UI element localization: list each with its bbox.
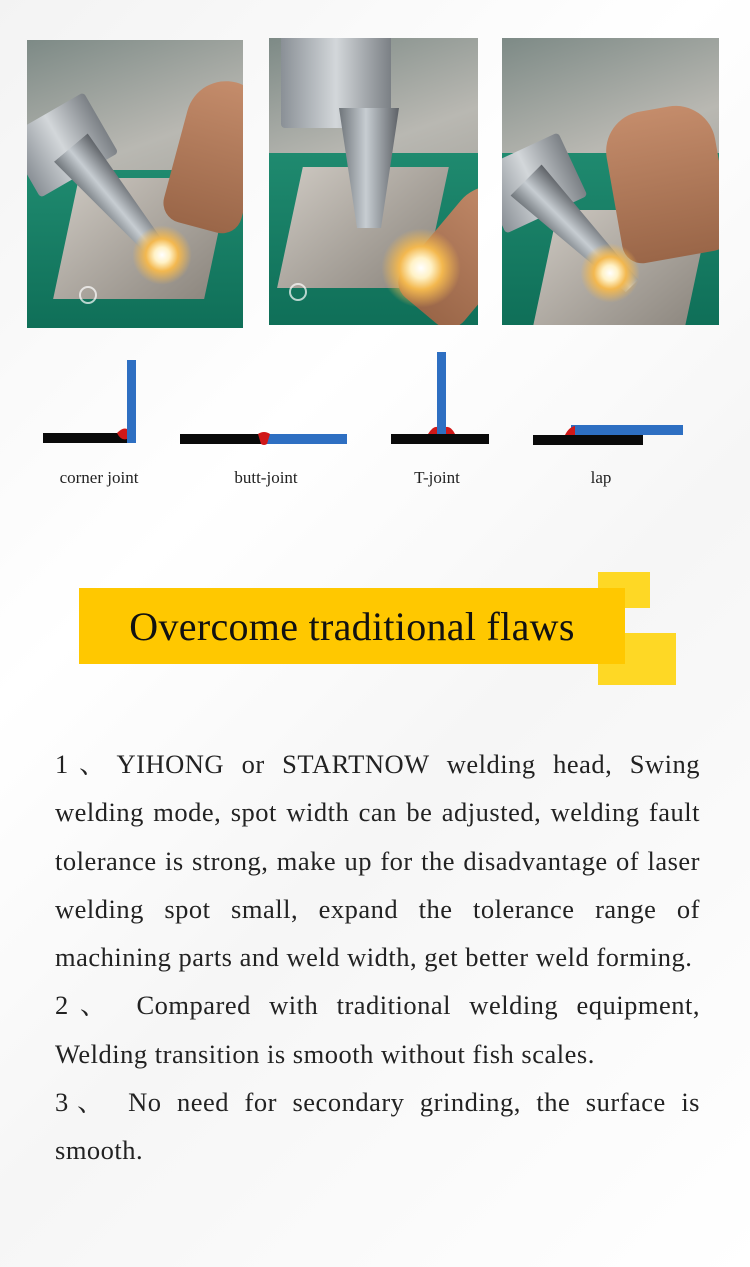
t-joint-weld-left	[428, 427, 437, 434]
butt-joint-diagram	[180, 432, 347, 445]
corner-weld-photo	[27, 40, 243, 328]
lap-joint-weld	[565, 426, 575, 435]
feature-list	[55, 740, 700, 1175]
lap-joint-diagram	[533, 425, 683, 445]
lap-joint-upper-plate	[571, 425, 683, 435]
t-joint-weld-right	[446, 427, 455, 434]
feature-item-2: 2、 Compared with traditional welding equipment, Welding transition is smooth without fish scales.	[55, 990, 700, 1069]
butt-weld-photo	[269, 38, 478, 325]
joint-diagrams	[0, 345, 750, 455]
section-title: Overcome traditional flaws	[129, 603, 575, 649]
corner-joint-diagram	[43, 360, 136, 443]
joint-label-butt: butt-joint	[234, 468, 298, 487]
butt-joint-left-plate	[180, 434, 264, 444]
corner-joint-vertical-plate	[127, 360, 136, 443]
t-joint-vertical-plate	[437, 352, 446, 434]
joint-label-corner: corner joint	[59, 468, 139, 487]
lap-weld-photo	[502, 38, 719, 325]
t-joint-base-plate	[391, 434, 489, 444]
lap-joint-lower-plate	[533, 435, 643, 445]
section-banner	[79, 588, 625, 664]
butt-joint-right-plate	[264, 434, 347, 444]
joint-label-lap: lap	[590, 468, 612, 487]
t-joint-diagram	[391, 352, 489, 444]
joint-label-t: T-joint	[414, 468, 460, 487]
feature-item-1: 1、YIHONG or STARTNOW welding head, Swing welding mode, spot width can be adjusted, welding fault tolerance is strong, make up for the disadvantage of laser welding spot small, expand the tolerance range of machining parts and weld width, get better weld forming.	[55, 749, 700, 973]
feature-item-3: 3、 No need for secondary grinding, the surface is smooth.	[55, 1087, 700, 1166]
